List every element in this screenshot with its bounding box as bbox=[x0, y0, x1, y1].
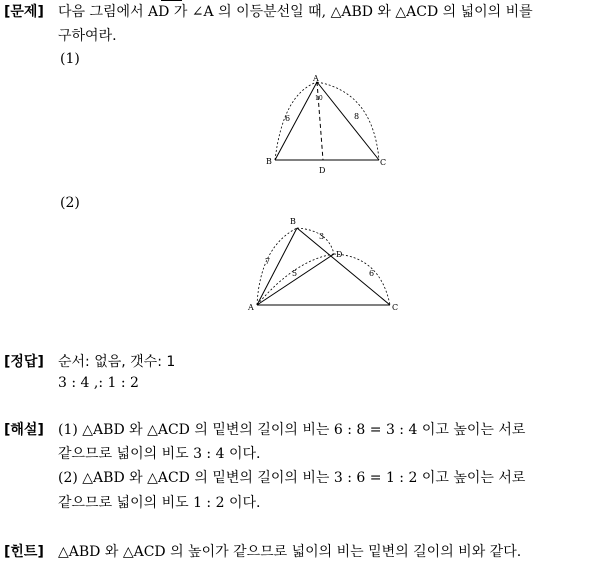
label-angle: 10 bbox=[315, 95, 323, 102]
answer-label: [정답] bbox=[4, 354, 44, 370]
label-d: D bbox=[336, 250, 343, 259]
explanation-p2-line1: (2) △ABD 와 △ACD 의 밑변의 길이의 비는 3 : 6 = 1 : 2 이고 높이는 서로 bbox=[58, 470, 526, 486]
subproblem-2-label: (2) bbox=[60, 195, 80, 211]
label-c: C bbox=[392, 303, 399, 312]
arc-bd bbox=[297, 228, 334, 254]
label-side-ac: 8 bbox=[354, 112, 360, 121]
problem-text-line2: 구하여라. bbox=[58, 28, 117, 44]
explanation-label: [해설] bbox=[4, 422, 44, 438]
explanation-p2-line2: 같으므로 넓이의 비도 1 : 2 이다. bbox=[58, 495, 261, 511]
problem-text-line1: 다음 그림에서 AD 가 ∠A 의 이등분선일 때, △ABD 와 △ACD 의 넓이의 비를 bbox=[58, 4, 533, 20]
answer-line1: 순서: 없음, 갯수: 1 bbox=[58, 354, 176, 370]
arc-dc bbox=[334, 254, 390, 305]
label-c: C bbox=[380, 158, 387, 167]
bisector-ad bbox=[317, 82, 323, 160]
figure-1 bbox=[255, 72, 405, 182]
side-ab bbox=[257, 228, 297, 305]
problem-label: [문제] bbox=[4, 4, 44, 20]
explanation-p1-line2: 같으므로 넓이의 비도 3 : 4 이다. bbox=[58, 446, 261, 462]
overline-mark bbox=[161, 0, 182, 1]
hint-text: △ABD 와 △ACD 의 높이가 같으므로 넓이의 비는 밑변의 길이의 비와 같다. bbox=[58, 544, 522, 560]
side-bc bbox=[297, 228, 390, 305]
label-side-bd: 3 bbox=[319, 232, 325, 241]
explanation-p1-line1: (1) △ABD 와 △ACD 의 밑변의 길이의 비는 6 : 8 = 3 : 4 이고 높이는 서로 bbox=[58, 422, 526, 438]
side-ab bbox=[275, 82, 317, 160]
label-side-dc: 6 bbox=[369, 269, 375, 278]
label-b: B bbox=[266, 157, 272, 166]
label-a: A bbox=[248, 303, 254, 312]
label-a: A bbox=[313, 74, 319, 83]
label-d: D bbox=[319, 166, 326, 175]
figure-2 bbox=[240, 212, 410, 317]
label-side-ab: 7 bbox=[265, 257, 271, 266]
label-side-ad: 5 bbox=[292, 269, 298, 278]
label-b: B bbox=[290, 217, 296, 226]
subproblem-1-label: (1) bbox=[60, 51, 80, 67]
answer-line2: 3 : 4 ,: 1 : 2 bbox=[58, 375, 139, 391]
hint-label: [힌트] bbox=[4, 544, 44, 560]
label-side-ab: 6 bbox=[285, 114, 291, 123]
